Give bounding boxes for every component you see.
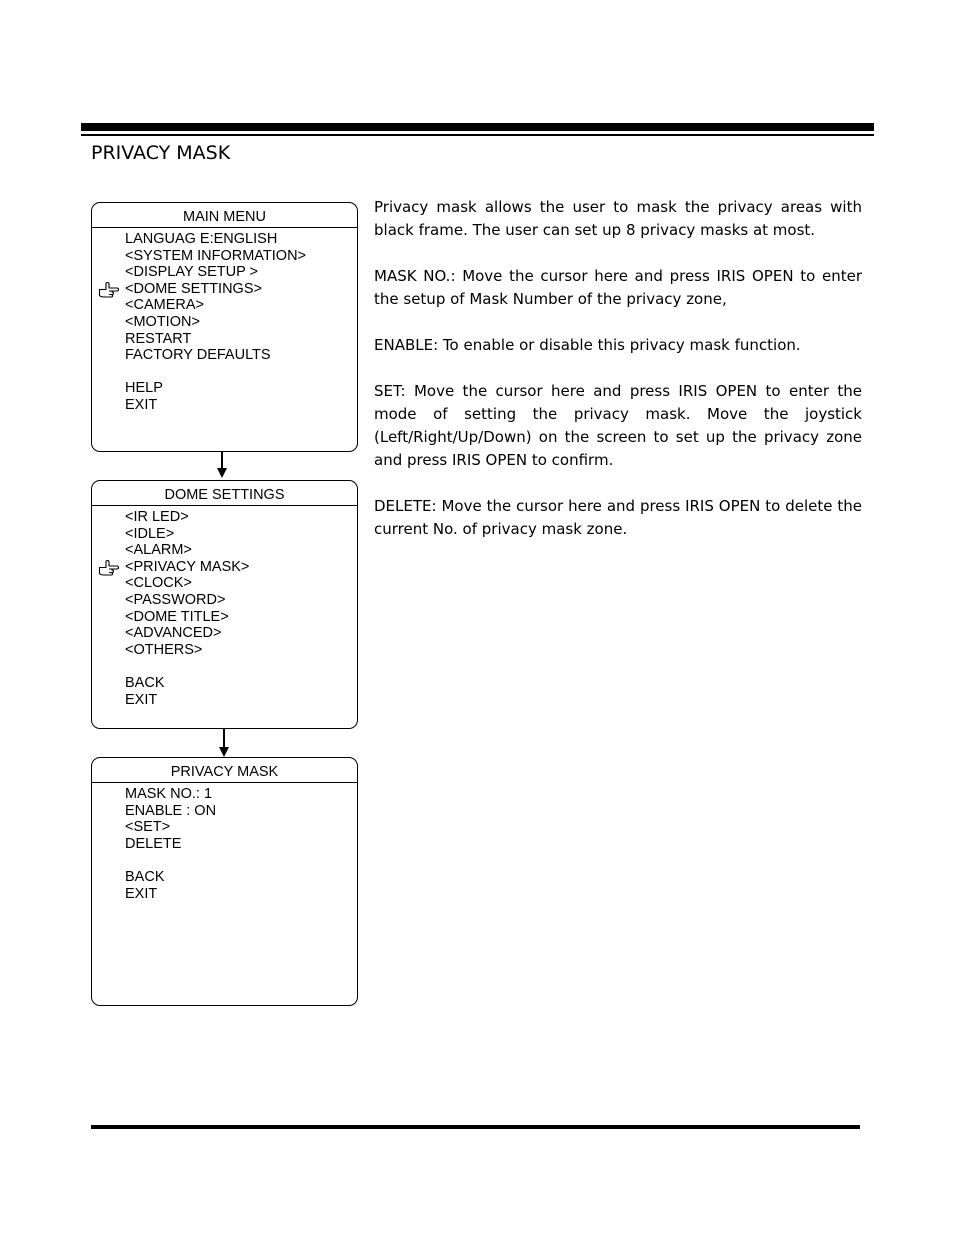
menu-item[interactable] xyxy=(92,692,357,709)
header-rule-thick xyxy=(81,123,874,131)
menu-item[interactable] xyxy=(92,869,357,886)
privacy-mask-menu-panel xyxy=(91,757,358,1006)
privacy-mask-menu-title: PRIVACY MASK xyxy=(92,758,357,783)
menu-item-label: <IDLE> xyxy=(125,525,175,542)
menu-item-label: <OTHERS> xyxy=(125,641,203,658)
menu-item[interactable] xyxy=(92,625,357,642)
menu-item-label: <SET> xyxy=(125,819,171,836)
mask-no-paragraph: MASK NO.: Move the cursor here and press IRIS OPEN to enter the setup of Mask Number of the privacy zone, xyxy=(374,267,862,308)
menu-item[interactable] xyxy=(92,836,357,853)
menu-item[interactable] xyxy=(92,886,357,903)
description-text xyxy=(374,196,862,564)
main-menu-panel xyxy=(91,202,358,452)
menu-item-label: <IR LED> xyxy=(125,509,189,525)
pointing-hand-icon xyxy=(98,559,120,576)
set-paragraph: SET: Move the cursor here and press IRIS OPEN to enter the mode of setting the privacy mask. Move the joystick (Left/Right/Up/Down) on the screen to set up the privacy zone and press IRIS OPEN to confirm. xyxy=(374,382,862,469)
menu-item[interactable] xyxy=(92,509,357,526)
menu-item[interactable] xyxy=(92,248,357,265)
menu-item[interactable] xyxy=(92,297,357,314)
menu-item-label: HELP xyxy=(125,380,163,397)
main-menu-list xyxy=(92,228,357,414)
menu-item-label: BACK xyxy=(125,868,165,885)
menu-item[interactable] xyxy=(92,575,357,592)
dome-settings-menu-list xyxy=(92,506,357,708)
menu-item[interactable] xyxy=(92,314,357,331)
menu-item-label: BACK xyxy=(125,674,165,691)
header-rule-thin xyxy=(81,134,874,136)
menu-item-label: <DISPLAY SETUP > xyxy=(125,264,258,281)
menu-item[interactable] xyxy=(92,331,357,348)
menu-item[interactable] xyxy=(92,803,357,820)
enable-paragraph: ENABLE: To enable or disable this privacy mask function. xyxy=(374,336,801,354)
menu-item-label: MASK NO.: 1 xyxy=(125,786,213,802)
main-menu-title: MAIN MENU xyxy=(92,203,357,228)
dome-settings-menu-panel xyxy=(91,480,358,729)
privacy-mask-menu-list xyxy=(92,783,357,902)
menu-item[interactable] xyxy=(92,281,357,298)
delete-paragraph: DELETE: Move the cursor here and press IRIS OPEN to delete the current No. of privacy mask zone. xyxy=(374,497,862,538)
pointing-hand-icon xyxy=(98,281,120,298)
menu-item[interactable] xyxy=(92,397,357,414)
menu-item[interactable] xyxy=(92,642,357,659)
menu-item[interactable] xyxy=(92,380,357,397)
menu-item[interactable] xyxy=(92,264,357,281)
footer-rule xyxy=(91,1125,860,1129)
menu-item-label: RESTART xyxy=(125,330,192,347)
menu-item[interactable] xyxy=(92,786,357,803)
menu-item-label: <SYSTEM INFORMATION> xyxy=(125,247,307,264)
menu-item[interactable] xyxy=(92,592,357,609)
menu-spacer xyxy=(92,364,357,381)
menu-item-label: <ADVANCED> xyxy=(125,625,222,642)
dome-settings-menu-title: DOME SETTINGS xyxy=(92,481,357,506)
menu-item-label: <DOME SETTINGS> xyxy=(125,280,262,297)
menu-item-label: <CLOCK> xyxy=(125,575,192,592)
menu-item-label: FACTORY DEFAULTS xyxy=(125,347,271,364)
menu-spacer xyxy=(92,658,357,675)
menu-item-label: <PRIVACY MASK> xyxy=(125,558,250,575)
menu-item-label: LANGUAG E:ENGLISH xyxy=(125,231,278,247)
menu-item-label: DELETE xyxy=(125,835,182,852)
menu-item[interactable] xyxy=(92,347,357,364)
menu-item-label: ENABLE : ON xyxy=(125,802,217,819)
intro-paragraph: Privacy mask allows the user to mask the privacy areas with black frame. The user can set up 8 privacy masks at most. xyxy=(374,198,862,239)
menu-item-label: <MOTION> xyxy=(125,313,200,330)
menu-spacer xyxy=(92,852,357,869)
menu-item-label: <DOME TITLE> xyxy=(125,608,229,625)
menu-item-label: <PASSWORD> xyxy=(125,591,226,608)
section-title: PRIVACY MASK xyxy=(91,142,231,164)
menu-item[interactable] xyxy=(92,675,357,692)
menu-item[interactable] xyxy=(92,559,357,576)
menu-item[interactable] xyxy=(92,609,357,626)
menu-item-label: <ALARM> xyxy=(125,542,192,559)
menu-item[interactable] xyxy=(92,231,357,248)
menu-item[interactable] xyxy=(92,819,357,836)
menu-item-label: EXIT xyxy=(125,396,158,413)
menu-item-label: <CAMERA> xyxy=(125,297,204,314)
menu-item[interactable] xyxy=(92,542,357,559)
menu-item[interactable] xyxy=(92,526,357,543)
menu-item-label: EXIT xyxy=(125,691,158,708)
menu-item-label: EXIT xyxy=(125,885,158,902)
flow-arrow-down xyxy=(219,729,229,757)
flow-arrow-down xyxy=(217,452,227,478)
